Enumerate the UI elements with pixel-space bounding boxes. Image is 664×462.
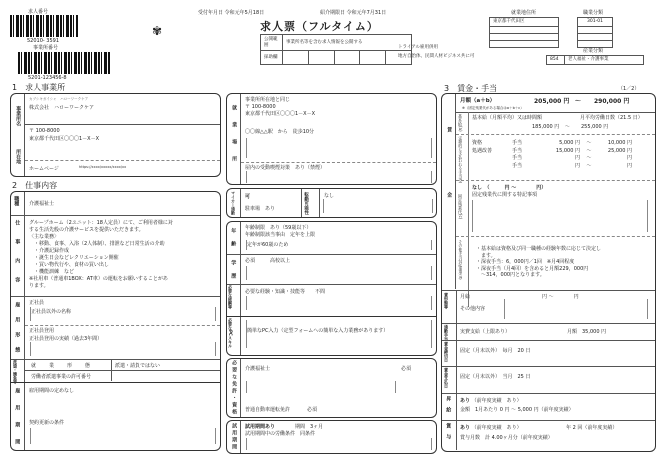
piece-rate-label: 賃形態等	[444, 293, 449, 309]
industry-class-table	[546, 55, 644, 65]
received-date: 受付年月日 令和元年5月18日	[198, 10, 265, 16]
disclosure-table	[260, 34, 412, 65]
smoking-policy: 屋内の受動喫煙対策 あり（禁煙）	[245, 165, 326, 171]
trial-note-1: トライアル雇用併用	[398, 45, 439, 50]
bonus-months: 賞与月数 計 4.00ヶ月分（前年度実績）	[460, 435, 553, 441]
allowance-label: 定額的に支払われる手当(b)	[458, 136, 464, 184]
referral-deadline: 紹介期限日 令和元年7月31日	[320, 10, 387, 16]
base-min: 185,000 円	[532, 124, 560, 130]
car-commute-box: マイカー通勤 可 駐車場 あり 転勤可能性 なし	[226, 188, 437, 218]
regular-hire-label: 正社員登用	[29, 328, 55, 334]
allowance-row: 処遇改善 手当 15,000 円 ～ 25,000 円	[472, 147, 632, 154]
age-reason: 年齢制限該当事由 定年を上限	[245, 232, 316, 238]
experience-label: 必要な経験等	[228, 285, 233, 309]
other-allowance-notes: ・基本給は資格及び同一職種の経験年数に応じて決定し ます。 ・深夜手当：6，000円／1回 ※月4回程度 ・深夜手当（月4回）を含めると月額229，000円 ～314，000円となります。	[476, 246, 602, 278]
employment-type: 正社員	[29, 300, 45, 306]
fixed-ot-label: 固定残業代(c)	[458, 194, 463, 220]
range-tilde: ～	[575, 98, 582, 105]
license-box: 必要な免許・資格 介護福祉士 必須 普通自動車運転免許 必須	[226, 358, 437, 418]
pc-skill-value: 簡単なPC入力（定型フォームへの簡単な入力業務があります）	[247, 328, 389, 334]
industry-code: 854	[547, 56, 565, 65]
fixed-ot-note: 固定残業代に関する特記事項	[472, 192, 538, 198]
assist-label: 採助欄	[261, 51, 283, 65]
parking-value: 駐車場 あり	[245, 206, 276, 212]
license-1-required: 必須	[401, 366, 412, 372]
work-days: 月平均労働日数（21.5 日）	[580, 115, 643, 121]
payday-label: 賃金支払日	[444, 368, 449, 388]
postal-code: 〒 100-8000	[29, 128, 60, 134]
base-max: 255,000 円	[581, 124, 609, 130]
company-address: 東京都千代田区〇〇〇1－X－X	[29, 136, 100, 142]
education-value: 必須 高校以上	[245, 258, 291, 264]
trial-note-2: 地方自治体、民間人材ビジネス共に可	[398, 54, 475, 59]
mascot-icon: ✾	[152, 24, 163, 38]
section-3-title: 3 賃金・手当	[444, 84, 498, 93]
car-commute-value: 可	[245, 194, 251, 200]
job-type: 介護福祉士	[29, 201, 55, 207]
disclosure-label: 公開範囲	[261, 35, 283, 51]
bonus-label: 賞与	[445, 423, 452, 445]
monthly-max: 290,000 円	[594, 98, 630, 105]
cutoff-value: 固定（月末以外） 毎月 20 日	[460, 348, 531, 354]
section-1-title: 1 求人事業所	[12, 83, 66, 92]
page-title: 求人票（フルタイム）	[260, 20, 379, 33]
age-note: 定年が60歳のため	[247, 242, 289, 248]
occupation-class-value: 301-01	[578, 18, 613, 27]
monthly-label: 月額（a＋b）	[460, 98, 496, 104]
age-label: 年齢	[230, 228, 237, 254]
workplace-postal: 〒 100-8000	[245, 104, 276, 110]
commute-value: 実費支給（上限あり）	[460, 329, 511, 335]
work-location-value: 東京都千代田区	[490, 18, 559, 27]
license-2-required: 必須	[307, 407, 318, 413]
page-indicator: （1／2）	[618, 86, 640, 92]
period-value: 雇用期間の定めなし	[29, 388, 75, 394]
raise-amount: 金額 1月あたり 0 円 ～ 5,000 円（前年度実績）	[460, 407, 574, 413]
occupation-class-table	[577, 17, 613, 48]
job-description: グループホーム（2ユニット：18人定員）にて、ご利用者様に対 する生活先般の介護サービスを提供いただきます。 〈主な業務〉 ・移動、食事、入浴（2人体制）、排泄など日常生活の介助 ・介護記録作成 ・誕生日会などレクリエーション開催 ・買い物代行や、食材の買い出し ・機能訓練 など ※社用車（普通車1BOX：AT車）の運転をお願いすることがあ ります。	[29, 220, 173, 289]
bonus-times: 年 2 回（前年度実績）	[566, 425, 618, 431]
piece-range: 円 ～ 円	[542, 294, 579, 300]
education-label: 学歴	[230, 260, 237, 286]
period-label: 雇用期間	[14, 388, 21, 456]
job-number: 52010- 3591	[27, 38, 60, 44]
trial-conditions: 試用期間中の労働条件 同条件	[245, 431, 316, 437]
disclosure-value: 事業所名等を含む求人情報を公開する	[283, 35, 412, 51]
requirements-box	[226, 221, 437, 356]
trial-value: 試用期間あり	[245, 424, 276, 430]
workplace-access: 〇〇線△△駅 から 徒歩10分	[245, 129, 315, 135]
trial-period-box: 試用期間 試用期間あり 期間 3ヶ月 試用期間中の労働条件 同条件	[226, 420, 437, 454]
payday-value: 固定（月末以外） 当月 25 日	[460, 374, 531, 380]
wage-box: 賃金 月額（a＋b） 205,000 円 ～ 290,000 円 ※（固定残業代がある場合はa＋b＋c） 基本給(a) 基本給（月額平均）又は時間額 月平均労働日数（21.5 日） 185,000 円 ～ 255,000 円 定額的に支払われる手当(b) 資格 手当 5,000 円 ～ 10,000 円 処遇改善 手当 15,000 円 ～ 25,000 円 手当 円 ～ 円 手当 円 ～ 円 固定残業代(c) なし （ 円 ～ 円） 固定残業代に関する特記事項 その他手当付記事項(d) ・基本給は資格及び同一職種の経験年数に応じて決定し ます。 ・深夜手当：6，000円／1回 ※月4回程度 ・深夜手当（月4回）を含めると月額229，000円 ～314，000円となります。 賃形態等 月給 円 ～ 円 その他内容 通勤手当 実費支給（上限あり） 月額 35,000 円 賃金締切日 固定（月末以外） 毎月 20 日 賃金支払日 固定（月末以外） 当月 25 日 昇給 あり （前年度実績 あり） 金額 1月あたり 0 円 ～ 5,000 円（前年度実績） 賞与 あり （前年度実績 あり） 年 2 回（前年度実績） 賞与月数 計 4.00ヶ月分（前年度実績）	[441, 93, 656, 452]
office-number-label: 事業所番号	[33, 45, 59, 51]
bonus-value: あり （前年度実績 あり）	[460, 425, 522, 431]
raise-label: 昇給	[445, 396, 452, 418]
transfer-value: なし	[324, 193, 335, 199]
job-desc-label: 仕事内容	[14, 220, 21, 296]
other-allowance-label: その他手当付記事項(d)	[458, 240, 464, 280]
job-number-barcode	[10, 15, 78, 37]
license-1: 介護福祉士	[245, 366, 271, 372]
section-2-title: 2 仕事内容	[12, 181, 58, 190]
same-as-office: 事業所所在地と同じ	[245, 97, 291, 103]
workplace-address: 東京都千代田区〇〇〇1－X－X	[245, 111, 316, 117]
piece-other: その他内容	[460, 306, 486, 312]
commute-label: 通勤手当	[444, 325, 449, 341]
range-tilde: ～	[565, 124, 571, 130]
homepage-label: ホームページ	[29, 166, 59, 172]
employment-label: 雇用形態	[14, 302, 21, 362]
fixed-ot-value: なし （ 円 ～ 円）	[472, 185, 547, 191]
trial-period: 期間 3ヶ月	[295, 424, 324, 430]
allowance-row: 手当 円 ～ 円	[512, 155, 632, 161]
employer-box	[10, 93, 221, 177]
regular-hire-record-label: 正社員登用の実績（過去3年間）	[29, 336, 103, 342]
pc-skill-label: 必要なPCスキル	[228, 318, 233, 348]
license-2: 普通自動車運転免許	[245, 407, 291, 413]
job-type-label: 職種	[13, 196, 20, 206]
job-number-label: 求人番号	[28, 9, 49, 15]
commute-amount: 月額 35,000 円	[567, 329, 607, 335]
age-limit: 年齢制限 あり（59歳以下）	[245, 225, 312, 231]
allowance-row: 資格 手当 5,000 円 ～ 10,000 円	[472, 140, 632, 146]
work-location-table	[489, 17, 559, 48]
monthly-min: 205,000 円	[534, 98, 570, 105]
base-desc: 基本給（月額平均）又は時間額	[472, 115, 543, 121]
dispatch-label: 派遣・請負等	[13, 360, 18, 384]
renewal-label: 契約更新の条件	[29, 420, 65, 426]
job-content-box	[10, 191, 221, 456]
cutoff-label: 賃金締切日	[444, 342, 449, 362]
workplace-box: 就業場所 事業所所在地と同じ 〒 100-8000 東京都千代田区〇〇〇1－X－X 〇〇線△△駅 から 徒歩10分 屋内の受動喫煙対策 あり（禁煙）	[226, 93, 437, 185]
monthly-note: ※（固定残業代がある場合はa＋b＋c）	[462, 106, 524, 110]
industry-class-label: 産業分類	[583, 48, 604, 54]
work-location-label: 就業地住所	[511, 10, 537, 16]
allowance-row: 手当 円 ～ 円	[512, 162, 632, 169]
raise-value: あり （前年度実績 あり）	[460, 398, 522, 404]
transfer-label: 転勤可能性	[303, 192, 309, 215]
allowance-list	[472, 140, 632, 170]
industry-name: 老人福祉・介護事業	[565, 56, 644, 65]
office-number-barcode	[18, 52, 110, 74]
base-label: 基本給(a)	[458, 114, 463, 132]
work-form-value: 派遣・請負ではない	[115, 363, 161, 369]
office-number: 5201-123456-8	[28, 75, 67, 81]
piece-monthly: 月給	[460, 294, 471, 300]
non-regular-name-label: 正社員以外の名称	[31, 309, 72, 315]
homepage-link[interactable]: https://xxxx/xxxxx/xxxx/xx	[79, 165, 127, 169]
employer-labels: 事業所名 所在地	[11, 94, 25, 176]
work-form-label: 就 業 形 態	[31, 363, 95, 369]
occupation-class-label: 職業分類	[583, 10, 604, 16]
company-name: 株式会社 ハローワークケア	[29, 105, 95, 111]
experience-value: 必要な経験・知識・技能等 不問	[245, 289, 326, 295]
dispatch-permit-label: 労働者派遣事業の許可番号	[31, 374, 92, 380]
company-kana: カブシキガイシャ ハローワークケア	[29, 97, 89, 101]
